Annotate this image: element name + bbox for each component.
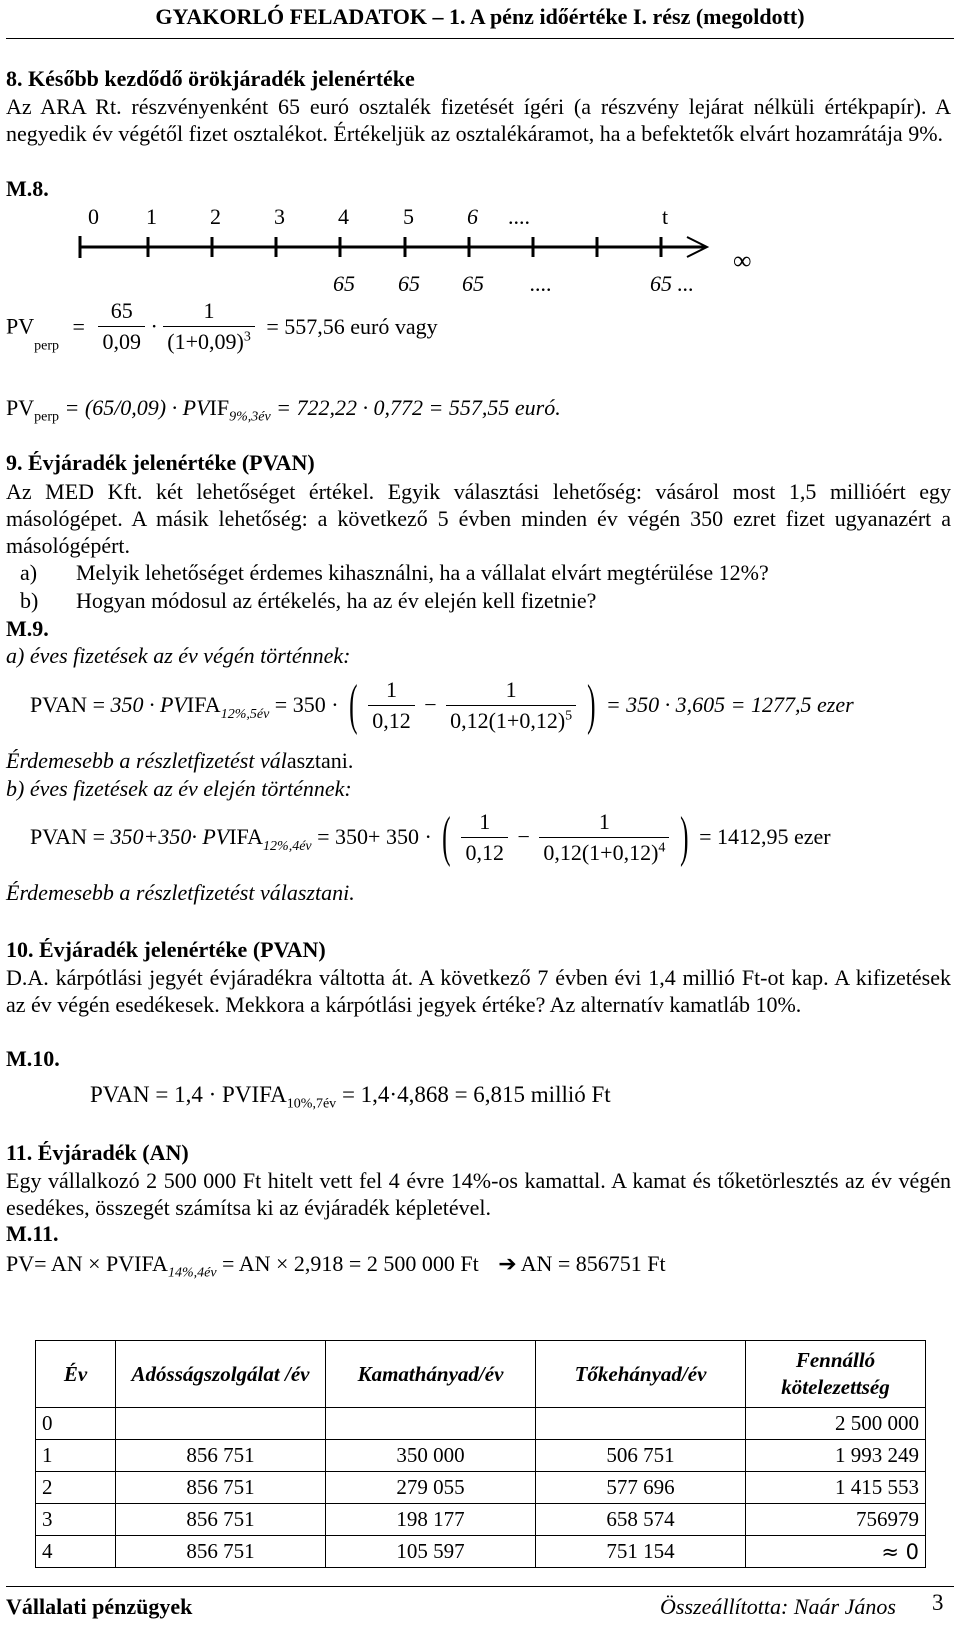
table-row [36,1536,926,1568]
table-cell: 198 177 [326,1504,536,1536]
table-cell: 3 [36,1504,116,1536]
answer-b-intro: b) éves fizetések az év elején történnek: [6,776,352,801]
table-cell: 4 [36,1536,116,1568]
timeline-tick-label: 6 [467,204,478,229]
section-9-solution-label: M.9. [6,616,49,641]
cash-flow: 65 [398,271,420,296]
table-cell: 856 751 [116,1472,326,1504]
table-cell: 506 751 [536,1440,746,1472]
formula-pvan-b: PVAN = $350+350\cdot PVIFA_{12\%,4év} = 350+ 350$ · ( $\frac{1}{0,12}$ − $\frac{1}{0,12(1+0,12)^4}$ ) = 1412,95 ezer [30,806,831,868]
table-cell: 279 055 [326,1472,536,1504]
table-cell: ≈ 0 [746,1536,926,1568]
cash-flow: .... [530,271,552,296]
page-number: 3 [932,1590,944,1615]
table-header-cell: Fennálló kötelezettség [746,1341,926,1408]
timeline-tick-label: 2 [210,204,221,229]
table-cell [116,1408,326,1440]
answer-b-conclusion: Érdemesebb a részletfizetést választani. [6,880,355,905]
infinity-symbol: ∞ [733,246,752,275]
cash-flow: 65 ... [650,271,694,296]
footer-left: Vállalati pénzügyek [6,1594,193,1619]
question-b: Hogyan módosul az értékelés, ha az év elején kell fizetnie? [76,588,597,613]
footer-center: Összeállította: Naár János [660,1594,896,1619]
formula-pvan-a: PVAN = $350 \cdot PVIFA_{12\%,5év} = 350$ · ( $\frac{1}{0,12}$ − $\frac{1}{0,12(1+0,12)^5}$ ) = 350 · 3,605 = 1277,5 ezer [30,674,854,736]
table-row [36,1440,926,1472]
formula-pvan-10: PVAN = $1,4 \cdot PVIFA_{10\%,7év} = 1,4\cdot 4,868 = 6,815$ millió Ft [90,1082,611,1112]
timeline-tick-label: 0 [88,204,99,229]
formula-pv-perp: $PV_{perp}$ = $\frac{65}{0,09}$ · $\frac{1}{(1+0,09)^3}$ = 557,56 euró vagy [6,298,438,354]
section-10-solution-label: M.10. [6,1046,60,1071]
section-8-text: Az ARA Rt. részvényenként 65 euró osztalék fizetését ígéri (a részvény lejárat nélküli értékpapír). A negyedik év végétől fizet osztalékot. Értékeljük az osztalékáramot, ha a befektetők elvárt hozamrátája 9%. [6,94,951,146]
answer-a-conclusion: Érdemesebb a részletfizetést választani. [6,748,354,773]
table-cell: 1 415 553 [746,1472,926,1504]
table-row [36,1504,926,1536]
section-9-text: Az MED Kft. két lehetőséget értékel. Egyik választási lehetőség: vásárol most 1,5 millióért egy másológépet. A másik lehetőség: a következő 5 évben minden év végén 350 ezret fizet ugyanazért a másológépért. [6,479,951,558]
timeline-tick-label: 1 [146,204,157,229]
table-cell: 658 574 [536,1504,746,1536]
timeline-tick-label: 5 [403,204,414,229]
section-9-title: 9. Évjáradék jelenértéke (PVAN) [6,450,315,475]
table-cell: 756979 [746,1504,926,1536]
table-cell: 856 751 [116,1440,326,1472]
cash-flow: 65 [333,271,355,296]
timeline-tick-label: 4 [338,204,349,229]
section-10-title: 10. Évjáradék jelenértéke (PVAN) [6,937,326,962]
table-cell [536,1408,746,1440]
table-cell [326,1408,536,1440]
table-cell: 2 [36,1472,116,1504]
section-11-text: Egy vállalkozó 2 500 000 Ft hitelt vett fel 4 évre 14%-os kamattal. A kamat és tőketörlesztés az év végén esedékes, összegét számítsa ki az évjáradék képletével. [6,1168,951,1220]
section-11-solution-label: M.11. [6,1221,59,1246]
formula-pv-perp-pvif: $PV_{perp} = (65/0,09)$ · $PVIF_{9\%,3év} = 722,22 \cdot 0,772 = 557,55$ euró. [6,395,561,425]
amortization-table [35,1340,926,1568]
timeline-tick-label: .... [508,204,530,229]
section-8-title: 8. Később kezdődő örökjáradék jelenértéke [6,66,415,91]
table-header-cell: Kamathányad/év [326,1341,536,1408]
table-row [36,1408,926,1440]
question-a: Melyik lehetőséget érdemes kihasználni, ha a vállalat elvárt megtérülése 12%? [76,560,769,585]
table-row [36,1472,926,1504]
section-11-title: 11. Évjáradék (AN) [6,1140,189,1165]
section-10-text: D.A. kárpótlási jegyét évjáradékra váltotta át. A következő 7 évben évi 1,4 millió Ft-ot kap. A kifizetések az év végén esedékesek. Mekkora a kárpótlási jegyek értéke? Az alternatív kamatláb 10%. [6,965,951,1017]
answer-a-intro: a) éves fizetések az év végén történnek: [6,643,351,668]
question-b-label: b) [20,588,39,613]
question-a-label: a) [20,560,38,585]
arrow-icon: ➔ [498,1251,517,1276]
page-header: GYAKORLÓ FELADATOK – 1. A pénz időértéke I. rész (megoldott) [155,4,805,29]
section-8-solution-label: M.8. [6,176,49,201]
cash-flow: 65 [462,271,484,296]
timeline-tick-label: t [662,204,669,229]
table-header-cell: Tőkehányad/év [536,1341,746,1408]
table-cell: 856 751 [116,1504,326,1536]
table-header-cell: Év [36,1341,116,1408]
header-rule [6,38,954,39]
table-cell: 350 000 [326,1440,536,1472]
table-cell: 0 [36,1408,116,1440]
table-cell: 1 [36,1440,116,1472]
formula-an-11: PV= AN × $PVIFA_{14\%,4év}$ = AN × 2,918 = 2 500 000 Ft ➔ AN = 856751 Ft [6,1251,666,1281]
timeline-axis [75,232,715,262]
footer-rule [6,1586,954,1587]
table-cell: 105 597 [326,1536,536,1568]
table-cell: 856 751 [116,1536,326,1568]
table-cell: 751 154 [536,1536,746,1568]
table-header-cell: Adósságszolgálat /év [116,1341,326,1408]
table-cell: 577 696 [536,1472,746,1504]
timeline-tick-label: 3 [274,204,285,229]
table-cell: 1 993 249 [746,1440,926,1472]
table-cell: 2 500 000 [746,1408,926,1440]
table-header-row [36,1341,926,1408]
